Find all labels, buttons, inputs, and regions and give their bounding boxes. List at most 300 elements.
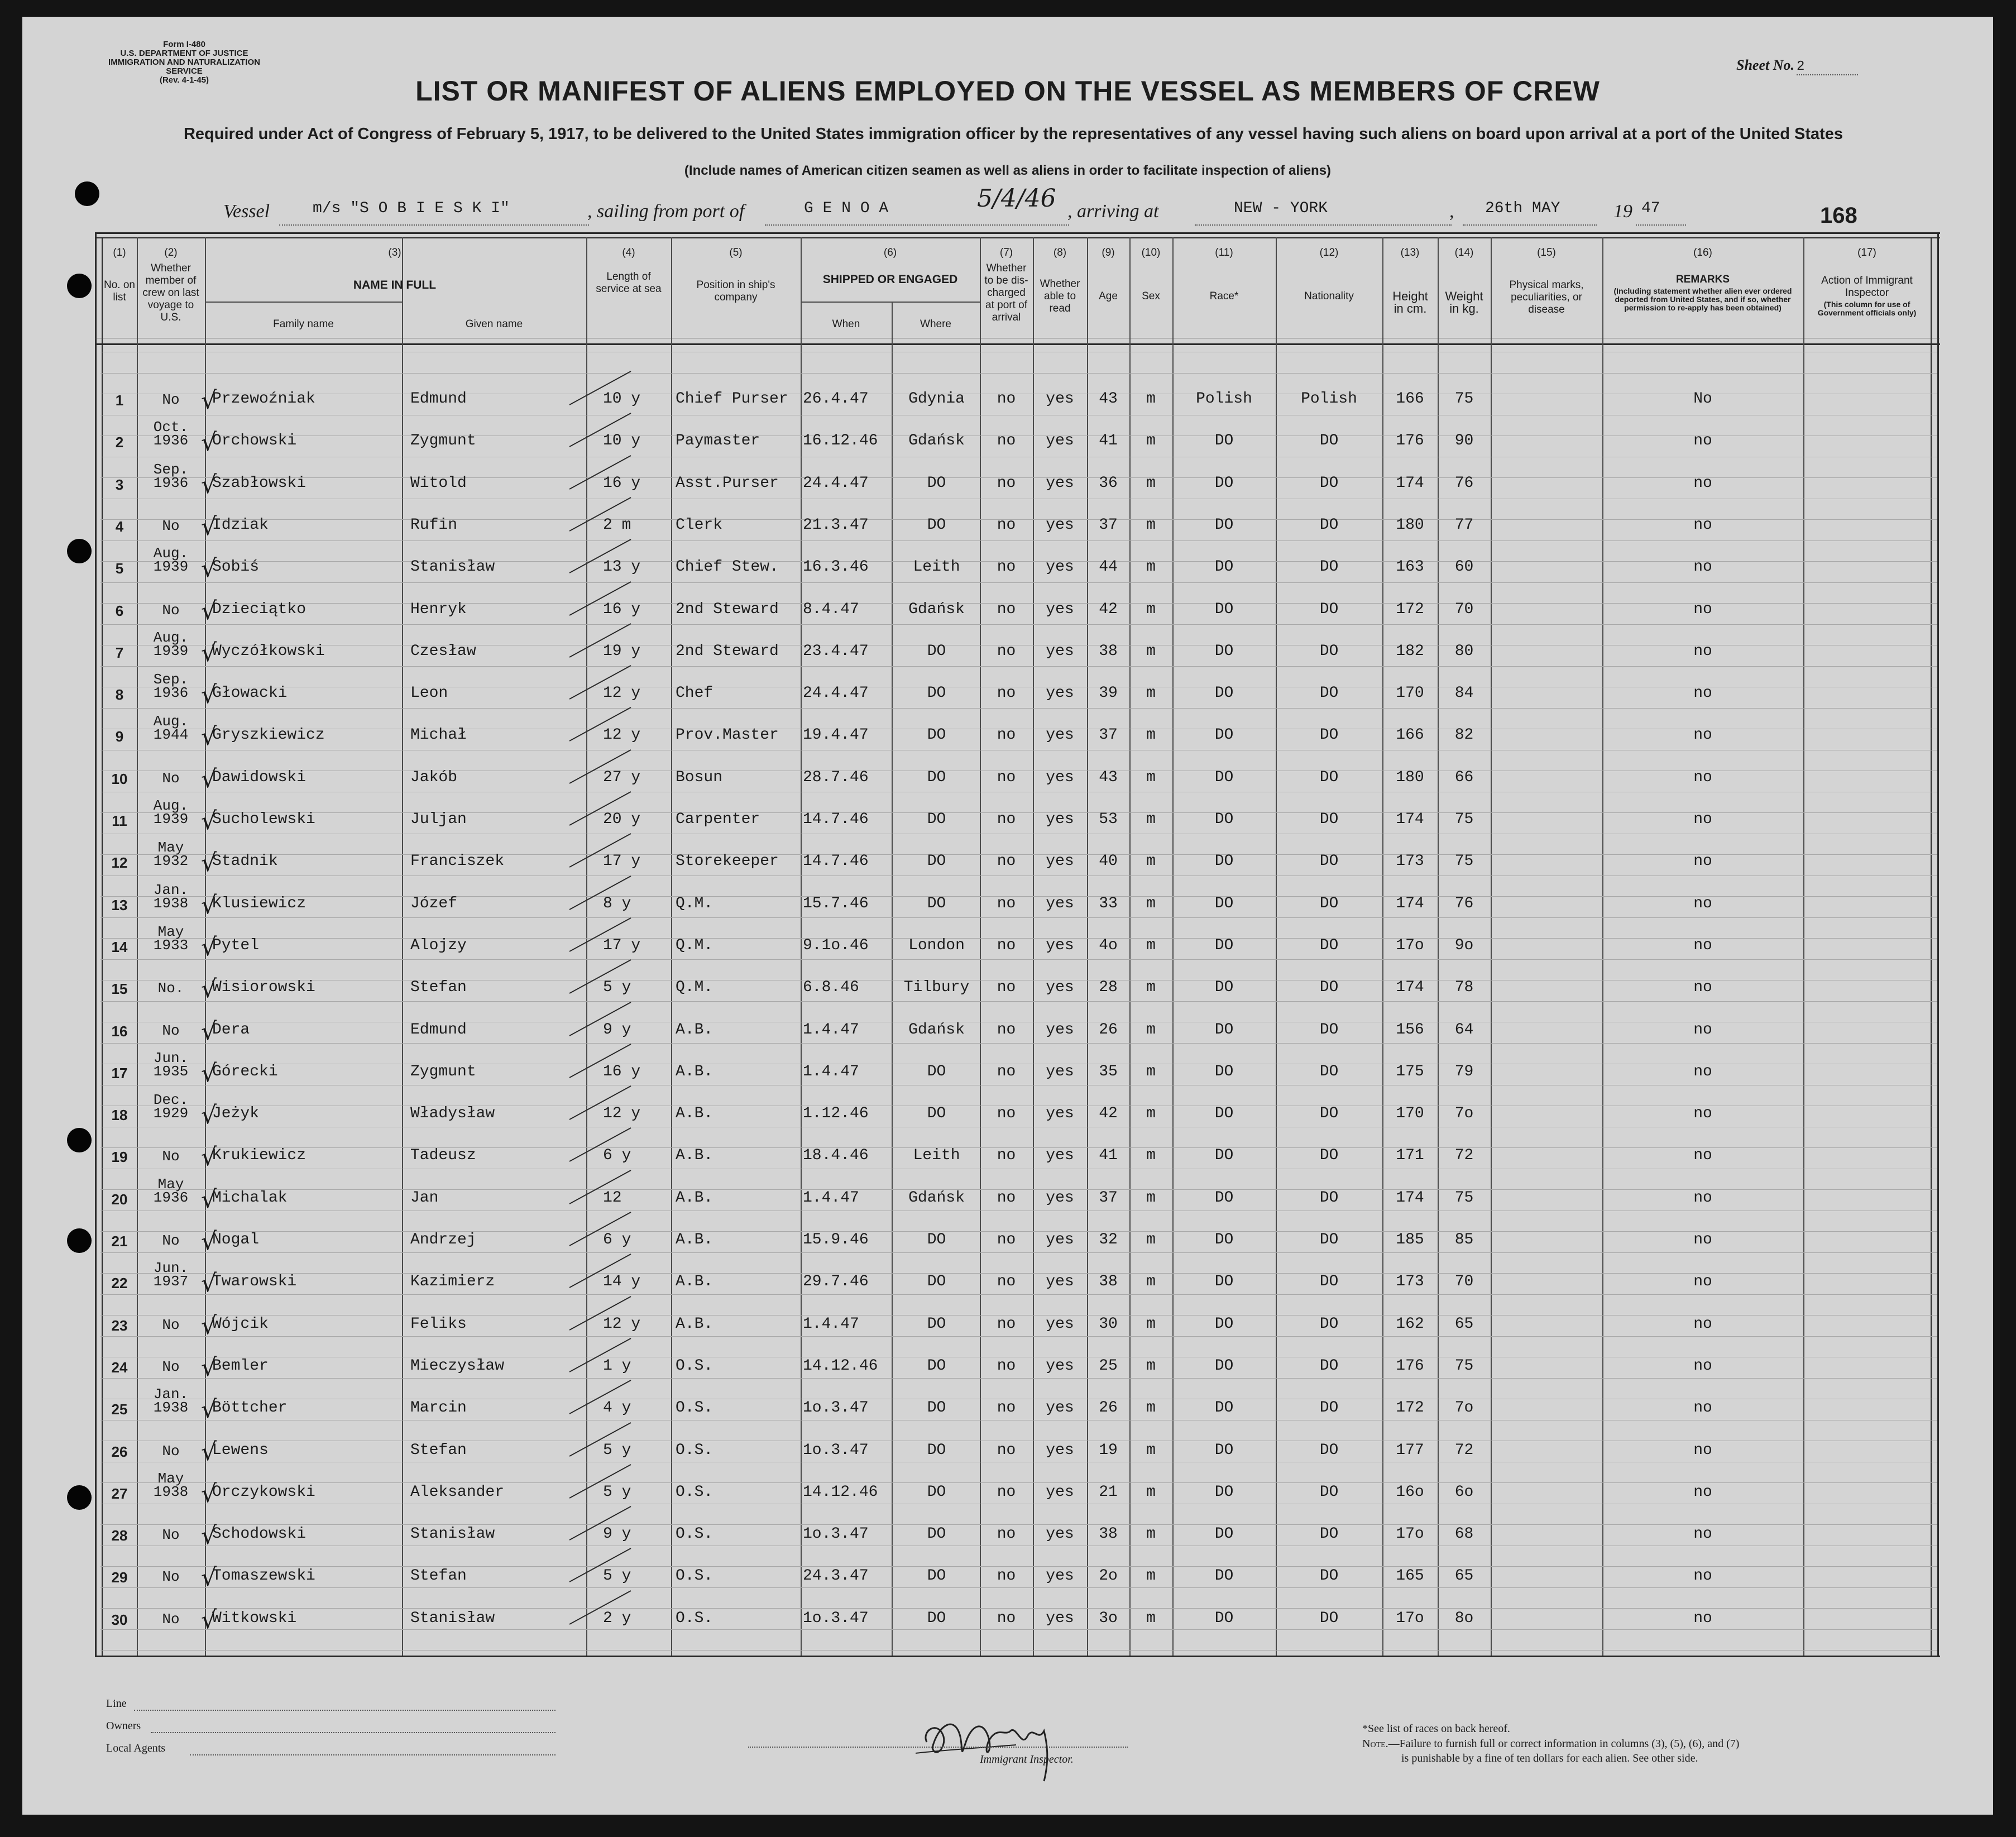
race-cell: DO	[1214, 1315, 1234, 1333]
tick-mark	[569, 1002, 631, 1036]
service-length-cell: 17 y	[603, 937, 641, 954]
row-number-cell: 1	[115, 392, 124, 409]
row-number-cell: 22	[111, 1275, 128, 1291]
column-header-given-name: Given name	[465, 318, 523, 330]
discharged-cell: no	[997, 769, 1016, 786]
remarks-cell: no	[1693, 1567, 1712, 1585]
nationality-cell: DO	[1319, 1063, 1339, 1080]
check-mark-icon: √	[201, 1101, 217, 1130]
sex-cell: m	[1146, 685, 1156, 702]
weight-cell: 76	[1454, 475, 1474, 492]
discharged-cell: no	[997, 1105, 1016, 1122]
column-header-race: Race*	[1209, 290, 1239, 302]
ruled-line	[100, 582, 1937, 583]
last-voyage-value: No	[162, 1358, 180, 1375]
ruled-line	[100, 1378, 1937, 1379]
given-name-cell: Feliks	[410, 1315, 467, 1333]
column-header-able-to-read: Whether able to read	[1040, 278, 1080, 314]
column-number: (9)	[1102, 247, 1115, 259]
weight-cell: 79	[1454, 1063, 1474, 1080]
column-number: (6)	[883, 247, 897, 259]
shipped-where-cell: DO	[927, 516, 946, 534]
shipped-where-cell: DO	[927, 475, 946, 492]
sex-cell: m	[1146, 1063, 1156, 1080]
able-to-read-cell: yes	[1046, 685, 1074, 702]
position-cell: 2nd Steward	[676, 601, 779, 618]
shipped-when-cell: 23.4.47	[803, 643, 869, 660]
tick-mark	[569, 1170, 631, 1204]
row-number-cell: 12	[111, 854, 128, 871]
race-cell: DO	[1214, 1567, 1234, 1585]
last-voyage-year: 1936	[153, 432, 189, 449]
column-number: (10)	[1141, 247, 1161, 259]
height-cell: 174	[1396, 895, 1424, 912]
sex-cell: m	[1146, 1273, 1156, 1290]
nationality-cell: DO	[1319, 937, 1339, 954]
shipped-when-cell: 1.4.47	[803, 1189, 859, 1207]
last-voyage-cell	[140, 1613, 202, 1626]
last-voyage-month: Oct.	[153, 419, 189, 436]
position-cell: A.B.	[676, 1105, 713, 1122]
sex-cell: m	[1146, 1399, 1156, 1417]
service-length-cell: 10 y	[603, 432, 641, 449]
page-title: LIST OR MANIFEST OF ALIENS EMPLOYED ON THE VESSEL AS MEMBERS OF CREW	[415, 75, 1600, 107]
race-cell: DO	[1214, 1357, 1234, 1375]
last-voyage-cell	[140, 1234, 202, 1247]
row-number-cell: 26	[111, 1443, 128, 1460]
given-name-cell: Alojzy	[410, 937, 467, 954]
remarks-cell: no	[1693, 811, 1712, 828]
penalty-note	[1362, 1738, 1739, 1750]
given-name-cell: Czesław	[410, 643, 476, 660]
age-cell: 28	[1099, 979, 1118, 996]
column-header-discharged: Whether to be dis-charged at port of arrival	[984, 262, 1028, 323]
weight-cell: 70	[1454, 1273, 1474, 1290]
last-voyage-year: 1938	[153, 1399, 189, 1416]
check-mark-icon: √	[201, 723, 217, 751]
column-header-last-voyage: Whether member of crew on last voyage to U.S.	[142, 262, 199, 323]
given-name-cell: Aleksander	[410, 1484, 505, 1501]
age-cell: 3o	[1099, 1610, 1118, 1627]
sex-cell: m	[1146, 1189, 1156, 1207]
given-name-cell: Jakób	[410, 769, 458, 786]
family-name-cell: Klusiewicz	[212, 895, 307, 912]
nationality-cell: DO	[1319, 685, 1339, 702]
last-voyage-month: Sep.	[153, 671, 189, 688]
position-cell: Storekeeper	[676, 853, 779, 870]
row-number-cell: 28	[111, 1527, 128, 1544]
manifest-sheet: Form I-480 U.S. DEPARTMENT OF JUSTICE IMMIGRATION AND NATURALIZATION SERVICE (Rev. 4-1-45) Sheet No. 2 LIST OR MANIFEST OF ALIENS EMPLOYED ON THE VESSEL AS MEMBERS OF CREW Required under Act of Congress of February 5, 1917, to be delivered to the United States immigration officer by the representatives of any vessel having such aliens on board upon arrival at a port of the United States (Include names of American citizen seamen as well as aliens in order to facilitate inspection of aliens) Vessel m/s "S O B I E S K I" , sailing from port of G E N O A 5/4/46 , arriving at NEW - YORK , 26th MAY 19 47 168 (1) (2) (3) (4) (5) (6) (7) (8) (9) (10) (11) (12) (13) (14) (15) (16) (17) No. on list Whether member of crew on last voyage to U.S. NAME IN FULL Family name Given name Length of service at sea Position in ship's company SHIPPED OR ENGAGED When Where Whether to be dis-charged at port of arrival Whether able to read Age Sex Race* Nationality Height in cm. Weight in kg. Physical marks, peculiarities, or disease REMARKS (Including statement whether alien ever ordered deported from United States, and if so, whether permission to re-apply has been obtained) Action of Immigrant Inspector (This column for use of Government officials only) 1 No √ Przewoźniak Edmund 10 y Chief Purser 26.4.47 Gdynia no yes 43 m Polish Polish 166 75 No 2 Oct. 1936 √ Orchowski Zygmunt 10 y Paymaster 16.12.46 Gdańsk no yes 41 m DO DO 176 90 no 3 Sep. 1936 √ Szabłowski Witold 16 y Asst.Purser 24.4.47 DO no yes 36 m DO DO 174 76 no 4 No √ Idziak Rufin 2 m Clerk 21.3.47 DO no yes 37 m DO DO 180 77 no 5 Aug. 1939 √ Sobiś Stanisław 13 y Chief Stew. 16.3.46 Leith no yes 44 m DO DO 163 60 no 6 No √ Dzieciątko Henryk 16 y 2nd Steward 8.4.47 Gdańsk no yes 42 m DO DO 172 70 no 7 Aug. 1939 √ Wyczółkowski Czesław 19 y 2nd Steward 23.4.47 DO no yes 38 m DO DO 182 80 no 8 Sep. 1936 √ Głowacki Leon 12 y Chef 24.4.47 DO no yes 39 m DO DO 170 84 no 9 Aug. 1944 √ Gryszkiewicz Michał 12 y Prov.Master 19.4.47 DO no yes 37 m DO DO 166 82 no 10 No √ Dawidowski Jakób 27 y Bosun 28.7.46 DO no yes 43 m DO DO 180 66 no 11 Aug. 1939 √ Sucholewski Juljan 20 y Carpenter 14.7.46 DO no yes 53 m DO DO 174 75 no 12 May 1932 √ Stadnik Franciszek 17 y Storekeeper 14.7.46 DO no yes 40 m DO DO 173 75 no 13 Jan. 1938 √ Klusiewicz Józef 8 y Q.M. 15.7.46 DO no yes 33 m DO DO 174 76 no 14 May 1933 √ Pytel Alojzy 17 y Q.M. 9.1o.46 London no yes 4o m DO DO 17o 9o no 15 No. √ Wisiorowski Stefan 5 y Q.M. 6.8.46 Tilbury no yes 28 m DO DO 174 78 no 16 No √ Dera Edmund 9 y A.B. 1.4.47 Gdańsk no yes 26 m DO DO 156 64 no 17 Jun. 1935 √ Górecki Zygmunt 16 y A.B. 1.4.47 DO no yes 35 m DO DO 175 79 no 18 Dec. 1929 √ Jeżyk Władysław 12 y A.B. 1.12.46 DO no yes 42 m DO DO 170 7o no 19 No √ Krukiewicz Tadeusz 6 y A.B. 18.4.46 Leith no yes 41 m DO DO 171 72 no 20 May 1936 √ Michalak Jan 12 A.B. 1.4.47 Gdańsk no yes 37 m DO DO 174 75 no 21 No √ Nogal Andrzej 6 y A.B. 15.9.46 DO no yes 32 m DO DO 185 85 no 22 Jun. 1937 √ Twarowski Kazimierz 14 y A.B. 29.7.46 DO no yes 38 m DO DO 173 70 no 23 No √ Wójcik Feliks 12 y A.B. 1.4.47 DO no yes 30 m DO DO 162 65 no 24 No √ Bemler Mieczysław 1 y O.S. 14.12.46 DO no yes 25 m DO DO 176 75 no 25 Jan. 1938 √ Böttcher Marcin 4 y O.S. 1o.3.47 DO no yes 26 m DO DO 172 7o no 26 No √ Lewens Stefan 5 y O.S. 1o.3.47 DO no yes 19 m DO DO 177 72 no 27 May 1938 √ Orczykowski Aleksander 5 y O.S. 14.12.46 DO no yes 21 m DO DO 16o 6o no 28 No √ Schodowski Stanisław 9 y O.S. 1o.3.47 DO no yes 38 m DO DO 17o 68 no 29 No √ Tomaszewski Stefan 5 y O.S. 24.3.47 DO no yes 2o m DO DO 165 65 no 30 No √ Witkowski Stanisław 2 y O.S. 1o.3.47 DO no yes 3o m DO DO 17o 8o no Line Owners Local Agents Immigrant Inspector. *See list of races on back hereof. Note.—Failure to furnish full or correct information in columns (3), (5), (6), and (7) is punishable by a fine of ten dollars for each alien. See other side.	[22, 17, 1993, 1815]
discharged-cell: no	[997, 1567, 1016, 1585]
last-voyage-cell	[140, 1024, 202, 1037]
remarks-cell: no	[1693, 1273, 1712, 1290]
race-cell: DO	[1214, 811, 1234, 828]
note-label: Note.	[1362, 1738, 1388, 1750]
family-name-cell: Böttcher	[212, 1399, 288, 1417]
height-cell: 163	[1396, 558, 1424, 576]
position-cell: A.B.	[676, 1021, 713, 1039]
row-number-cell: 14	[111, 939, 128, 955]
punch-hole-top	[75, 181, 99, 206]
nationality-cell: DO	[1319, 601, 1339, 618]
position-cell: Prov.Master	[676, 726, 779, 744]
arrival-day: 26th MAY	[1485, 200, 1560, 217]
check-mark-icon: √	[201, 1438, 217, 1466]
ruled-line	[100, 1336, 1937, 1337]
column-header-height: Height in cm.	[1392, 289, 1428, 315]
family-name-cell: Nogal	[212, 1231, 260, 1248]
sex-cell: m	[1146, 390, 1156, 408]
service-length-cell: 16 y	[603, 475, 641, 492]
nationality-cell: DO	[1319, 769, 1339, 786]
weight-cell: 75	[1454, 390, 1474, 408]
last-voyage-month: Jun.	[153, 1260, 189, 1276]
page-subtitle: Required under Act of Congress of February 5, 1917, to be delivered to the United States immigration officer by the representatives of any vessel having such aliens on board upon arrival at a port of the United States	[183, 125, 1843, 143]
age-cell: 38	[1099, 1525, 1118, 1543]
race-cell: DO	[1214, 1105, 1234, 1122]
given-name-cell: Stanisław	[410, 1525, 495, 1543]
sex-cell: m	[1146, 726, 1156, 744]
height-cell: 180	[1396, 516, 1424, 534]
check-mark-icon: √	[201, 681, 217, 709]
nationality-cell: DO	[1319, 853, 1339, 870]
race-cell: DO	[1214, 979, 1234, 996]
row-number-cell: 24	[111, 1359, 128, 1376]
check-mark-icon: √	[201, 891, 217, 920]
shipped-where-cell: Leith	[913, 558, 960, 576]
height-cell: 180	[1396, 769, 1424, 786]
race-cell: DO	[1214, 1189, 1234, 1207]
tick-mark	[569, 497, 631, 531]
tick-mark	[569, 1506, 631, 1540]
race-cell: DO	[1214, 726, 1234, 744]
last-voyage-cell	[140, 772, 202, 785]
last-voyage-cell	[140, 883, 202, 910]
nationality-cell: DO	[1319, 726, 1339, 744]
last-voyage-month: May	[157, 1470, 184, 1487]
column-number: (13)	[1400, 247, 1420, 259]
check-mark-icon: √	[201, 639, 217, 667]
last-voyage-month: Aug.	[153, 797, 189, 814]
tick-mark	[569, 1338, 631, 1372]
race-cell: DO	[1214, 937, 1234, 954]
service-length-cell: 12 y	[603, 1315, 641, 1333]
age-cell: 32	[1099, 1231, 1118, 1248]
position-cell: A.B.	[676, 1063, 713, 1080]
year-prefix: 19	[1613, 201, 1632, 222]
family-name-cell: Tomaszewski	[212, 1567, 315, 1585]
age-cell: 41	[1099, 432, 1118, 449]
shipped-when-cell: 14.12.46	[803, 1484, 878, 1501]
remarks-cell: no	[1693, 1063, 1712, 1080]
given-name-cell: Rufin	[410, 516, 458, 534]
remarks-cell: no	[1693, 475, 1712, 492]
age-cell: 41	[1099, 1147, 1118, 1164]
able-to-read-cell: yes	[1046, 1147, 1074, 1164]
age-cell: 39	[1099, 685, 1118, 702]
race-cell: DO	[1214, 1525, 1234, 1543]
height-cell: 175	[1396, 1063, 1424, 1080]
given-name-cell: Kazimierz	[410, 1273, 495, 1290]
last-voyage-value: No	[162, 770, 180, 787]
weight-cell: 66	[1454, 769, 1474, 786]
tick-mark	[569, 750, 631, 783]
shipped-when-cell: 14.7.46	[803, 811, 869, 828]
remarks-cell: no	[1693, 1610, 1712, 1627]
weight-cell: 84	[1454, 685, 1474, 702]
remarks-cell: no	[1693, 1315, 1712, 1333]
discharged-cell: no	[997, 1525, 1016, 1543]
remarks-cell: no	[1693, 1525, 1712, 1543]
able-to-read-cell: yes	[1046, 1442, 1074, 1459]
ruled-line	[100, 1482, 1937, 1483]
check-mark-icon: √	[201, 1353, 217, 1382]
row-number-cell: 4	[115, 518, 124, 535]
position-cell: Carpenter	[676, 811, 760, 828]
shipped-when-cell: 16.3.46	[803, 558, 869, 576]
ruled-line	[100, 917, 1937, 918]
given-name-cell: Marcin	[410, 1399, 467, 1417]
position-cell: O.S.	[676, 1610, 713, 1627]
column-number: (16)	[1693, 247, 1712, 259]
given-name-cell: Stefan	[410, 979, 467, 996]
last-voyage-month: May	[157, 924, 184, 940]
service-length-cell: 13 y	[603, 558, 641, 576]
shipped-where-cell: DO	[927, 643, 946, 660]
able-to-read-cell: yes	[1046, 558, 1074, 576]
race-cell: DO	[1214, 895, 1234, 912]
sex-cell: m	[1146, 1525, 1156, 1543]
punch-hole	[67, 1228, 92, 1253]
last-voyage-cell	[140, 1528, 202, 1542]
ruled-line	[100, 373, 1937, 374]
nationality-cell: DO	[1319, 1231, 1339, 1248]
weight-cell: 70	[1454, 601, 1474, 618]
weight-cell: 72	[1454, 1442, 1474, 1459]
service-length-cell: 6 y	[603, 1231, 631, 1248]
weight-cell: 75	[1454, 811, 1474, 828]
last-voyage-cell	[140, 1472, 202, 1499]
check-mark-icon: √	[201, 1395, 217, 1424]
shipped-where-cell: DO	[927, 1231, 946, 1248]
discharged-cell: no	[997, 979, 1016, 996]
last-voyage-cell	[140, 1360, 202, 1374]
inspector-label: Immigrant Inspector.	[980, 1753, 1074, 1766]
check-mark-icon: √	[201, 554, 217, 583]
age-cell: 38	[1099, 643, 1118, 660]
age-cell: 37	[1099, 1189, 1118, 1207]
height-cell: 174	[1396, 979, 1424, 996]
family-name-cell: Głowacki	[212, 685, 288, 702]
able-to-read-cell: yes	[1046, 1399, 1074, 1417]
discharged-cell: no	[997, 1231, 1016, 1248]
given-name-cell: Józef	[410, 895, 458, 912]
sex-cell: m	[1146, 643, 1156, 660]
age-cell: 4o	[1099, 937, 1118, 954]
last-voyage-cell	[140, 1318, 202, 1332]
shipped-when-cell: 14.12.46	[803, 1357, 878, 1375]
last-voyage-cell	[140, 463, 202, 490]
remarks-cell: no	[1693, 1189, 1712, 1207]
race-cell: DO	[1214, 1399, 1234, 1417]
shipped-when-cell: 1.12.46	[803, 1105, 869, 1122]
discharged-cell: no	[997, 1063, 1016, 1080]
last-voyage-cell	[140, 673, 202, 700]
last-voyage-value: No	[162, 602, 180, 619]
column-number: (15)	[1537, 247, 1556, 259]
race-cell: DO	[1214, 558, 1234, 576]
vessel-name: m/s "S O B I E S K I"	[313, 200, 510, 217]
race-cell: DO	[1214, 685, 1234, 702]
shipped-where-cell: Leith	[913, 1147, 960, 1164]
race-cell: DO	[1214, 1442, 1234, 1459]
race-cell: DO	[1214, 516, 1234, 534]
able-to-read-cell: yes	[1046, 390, 1074, 408]
given-name-cell: Witold	[410, 475, 467, 492]
check-mark-icon: √	[201, 428, 217, 457]
discharged-cell: no	[997, 390, 1016, 408]
ruled-line	[100, 1566, 1937, 1567]
sheet-number-label: Sheet No.	[1736, 57, 1794, 73]
last-voyage-cell	[140, 715, 202, 742]
height-cell: 176	[1396, 432, 1424, 449]
family-name-cell: Pytel	[212, 937, 260, 954]
discharged-cell: no	[997, 1610, 1016, 1627]
race-cell: DO	[1214, 1063, 1234, 1080]
height-cell: 172	[1396, 1399, 1424, 1417]
height-cell: 17o	[1396, 937, 1424, 954]
service-length-cell: 9 y	[603, 1021, 631, 1039]
shipped-where-cell: DO	[927, 1484, 946, 1501]
race-cell: DO	[1214, 769, 1234, 786]
able-to-read-cell: yes	[1046, 1231, 1074, 1248]
tick-mark	[569, 371, 631, 405]
last-voyage-value: No	[162, 391, 180, 408]
discharged-cell: no	[997, 853, 1016, 870]
nationality-cell: DO	[1319, 1357, 1339, 1375]
column-number: (4)	[622, 247, 635, 259]
height-cell: 17o	[1396, 1610, 1424, 1627]
service-length-cell: 2 m	[603, 516, 631, 534]
weight-cell: 68	[1454, 1525, 1474, 1543]
last-voyage-year: 1936	[153, 685, 189, 701]
row-number-cell: 21	[111, 1233, 128, 1250]
last-voyage-year: 1938	[153, 895, 189, 912]
column-number: (1)	[113, 247, 126, 259]
given-name-cell: Franciszek	[410, 853, 505, 870]
column-number: (14)	[1454, 247, 1474, 259]
weight-cell: 6o	[1454, 1484, 1474, 1501]
row-number-cell: 20	[111, 1191, 128, 1208]
able-to-read-cell: yes	[1046, 1567, 1074, 1585]
nationality-cell: DO	[1319, 1567, 1339, 1585]
able-to-read-cell: yes	[1046, 769, 1074, 786]
height-cell: 172	[1396, 601, 1424, 618]
able-to-read-cell: yes	[1046, 516, 1074, 534]
punch-hole	[67, 1485, 92, 1510]
discharged-cell: no	[997, 1273, 1016, 1290]
age-cell: 21	[1099, 1484, 1118, 1501]
row-number-cell: 17	[111, 1065, 128, 1082]
last-voyage-cell	[140, 1388, 202, 1414]
service-length-cell: 9 y	[603, 1525, 631, 1543]
punch-hole	[67, 1128, 92, 1152]
position-cell: Bosun	[676, 769, 723, 786]
column-header-length-of-service: Length of service at sea	[596, 271, 662, 295]
position-cell: O.S.	[676, 1525, 713, 1543]
able-to-read-cell: yes	[1046, 643, 1074, 660]
height-cell: 170	[1396, 1105, 1424, 1122]
family-name-cell: Orchowski	[212, 432, 297, 449]
given-name-cell: Tadeusz	[410, 1147, 476, 1164]
able-to-read-cell: yes	[1046, 1610, 1074, 1627]
service-length-cell: 17 y	[603, 853, 641, 870]
age-cell: 42	[1099, 1105, 1118, 1122]
given-name-cell: Zygmunt	[410, 1063, 476, 1080]
position-cell: Chef	[676, 685, 713, 702]
last-voyage-month: Jan.	[153, 1386, 189, 1403]
last-voyage-month: Aug.	[153, 545, 189, 562]
column-header-nationality: Nationality	[1304, 290, 1354, 302]
last-voyage-value: No	[162, 1317, 180, 1333]
height-cell: 182	[1396, 643, 1424, 660]
nationality-cell: DO	[1319, 895, 1339, 912]
column-number: (2)	[164, 247, 178, 259]
last-voyage-cell	[140, 1051, 202, 1078]
last-voyage-cell	[140, 420, 202, 447]
last-voyage-year: 1932	[153, 853, 189, 869]
column-header-remarks-note: (Including statement whether alien ever ordered deported from United States, and if so, whether permission to re-apply has been obtained)	[1613, 286, 1792, 312]
age-cell: 30	[1099, 1315, 1118, 1333]
age-cell: 43	[1099, 390, 1118, 408]
remarks-cell: no	[1693, 937, 1712, 954]
last-voyage-value: No	[162, 1527, 180, 1543]
tick-mark	[569, 413, 631, 447]
age-cell: 44	[1099, 558, 1118, 576]
sex-cell: m	[1146, 475, 1156, 492]
remarks-cell: no	[1693, 1484, 1712, 1501]
remarks-cell: no	[1693, 1442, 1712, 1459]
row-number-cell: 16	[111, 1023, 128, 1040]
shipped-where-cell: DO	[927, 895, 946, 912]
weight-cell: 82	[1454, 726, 1474, 744]
sailing-label: , sailing from port of	[587, 201, 745, 222]
nationality-cell: DO	[1319, 643, 1339, 660]
last-voyage-cell	[140, 1261, 202, 1288]
family-name-cell: Dera	[212, 1021, 250, 1039]
nationality-cell: DO	[1319, 1525, 1339, 1543]
ruled-line	[100, 540, 1937, 541]
nationality-cell: DO	[1319, 811, 1339, 828]
height-cell: 156	[1396, 1021, 1424, 1039]
remarks-cell: no	[1693, 726, 1712, 744]
height-cell: 170	[1396, 685, 1424, 702]
position-cell: O.S.	[676, 1484, 713, 1501]
service-length-cell: 10 y	[603, 390, 641, 408]
service-length-cell: 14 y	[603, 1273, 641, 1290]
tick-mark	[569, 1254, 631, 1288]
remarks-cell: no	[1693, 601, 1712, 618]
shipped-where-cell: Gdańsk	[908, 1021, 965, 1039]
shipped-when-cell: 14.7.46	[803, 853, 869, 870]
weight-cell: 78	[1454, 979, 1474, 996]
ruled-line	[100, 1001, 1937, 1002]
last-voyage-value: No	[162, 1611, 180, 1628]
nationality-cell: DO	[1319, 1147, 1339, 1164]
last-voyage-month: May	[157, 1176, 184, 1193]
tick-mark	[569, 666, 631, 699]
able-to-read-cell: yes	[1046, 895, 1074, 912]
